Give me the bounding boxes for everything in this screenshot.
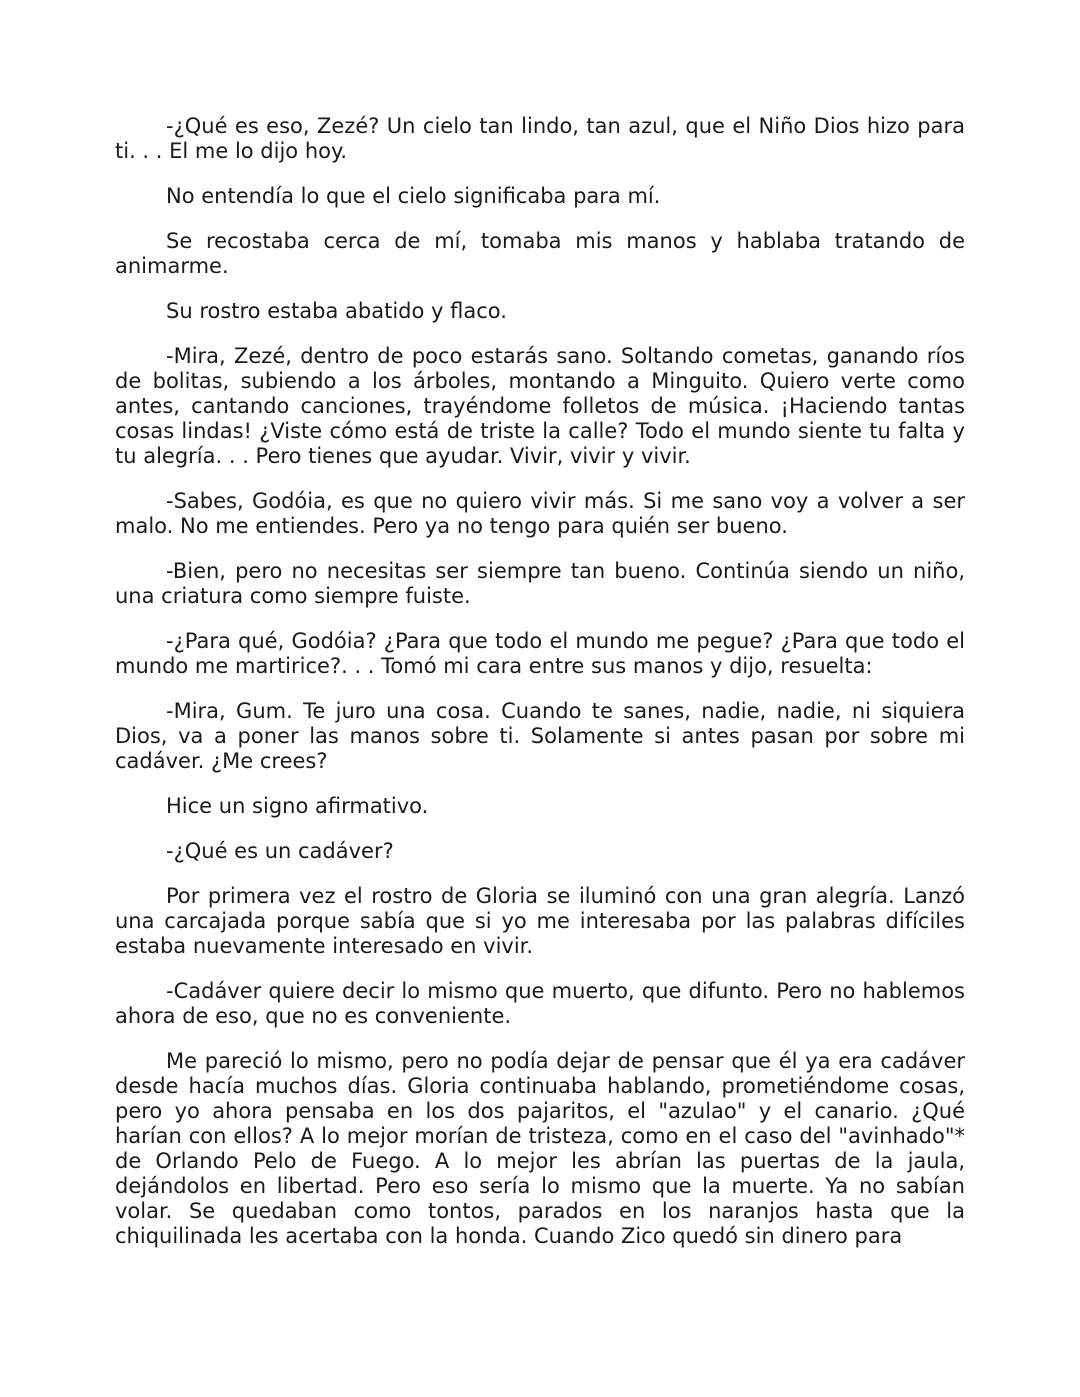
paragraph-13: -Cadáver quiere decir lo mismo que muerto, que difunto. Pero no hablemos ahora de eso, que no es conveniente. [115, 979, 965, 1028]
paragraph-9: -Mira, Gum. Te juro una cosa. Cuando te sanes, nadie, nadie, ni siquiera Dios, va a poner las manos sobre ti. Solamente si antes pasan por sobre mi cadáver. ¿Me crees? [115, 699, 965, 773]
paragraph-4: Su rostro estaba abatido y flaco. [166, 299, 507, 323]
paragraph-2: No entendía lo que el cielo significaba para mí. [166, 184, 661, 208]
paragraph-1: -¿Qué es eso, Zezé? Un cielo tan lindo, tan azul, que el Niño Dios hizo para ti. . . El me lo dijo hoy. [115, 114, 965, 163]
paragraph-12: Por primera vez el rostro de Gloria se iluminó con una gran alegría. Lanzó una carcajada porque sabía que si yo me interesaba por las palabras difíciles estaba nuevamente interesado en vivir. [115, 884, 965, 958]
paragraph-6: -Sabes, Godóia, es que no quiero vivir más. Si me sano voy a volver a ser malo. No me entiendes. Pero ya no tengo para quién ser bueno. [115, 489, 965, 538]
paragraph-7: -Bien, pero no necesitas ser siempre tan bueno. Continúa siendo un niño, una criatura como siempre fuiste. [115, 559, 965, 608]
paragraph-8: -¿Para qué, Godóia? ¿Para que todo el mundo me pegue? ¿Para que todo el mundo me martirice?. . . Tomó mi cara entre sus manos y dijo, resuelta: [115, 629, 965, 678]
paragraph-5: -Mira, Zezé, dentro de poco estarás sano. Soltando cometas, ganando ríos de bolitas, subiendo a los árboles, montando a Minguito. Quiero verte como antes, cantando canciones, trayéndome folletos de música. ¡Haciendo tantas cosas lindas! ¿Viste cómo está de triste la calle? Todo el mundo siente tu falta y tu alegría. . . Pero tienes que ayudar. Vivir, vivir y vivir. [115, 344, 965, 468]
paragraph-14: Me pareció lo mismo, pero no podía dejar de pensar que él ya era cadáver desde hacía muchos días. Gloria continuaba hablando, prometiéndome cosas, pero yo ahora pensaba en los dos pajaritos, el "azulao" y el canario. ¿Qué harían con ellos? A lo mejor morían de tristeza, como en el caso del "avinhado"* de Orlando Pelo de Fuego. A lo mejor les abrían las puertas de la jaula, dejándolos en libertad. Pero eso sería lo mismo que la muerte. Ya no sabían volar. Se quedaban como tontos, parados en los naranjos hasta que la chiquilinada les acertaba con la honda. Cuando Zico quedó sin dinero para [115, 1049, 965, 1248]
document-page [115, 114, 965, 1249]
paragraph-3: Se recostaba cerca de mí, tomaba mis manos y hablaba tratando de animarme. [115, 229, 965, 278]
paragraph-10: Hice un signo afirmativo. [166, 794, 429, 818]
paragraph-11: -¿Qué es un cadáver? [166, 839, 394, 863]
